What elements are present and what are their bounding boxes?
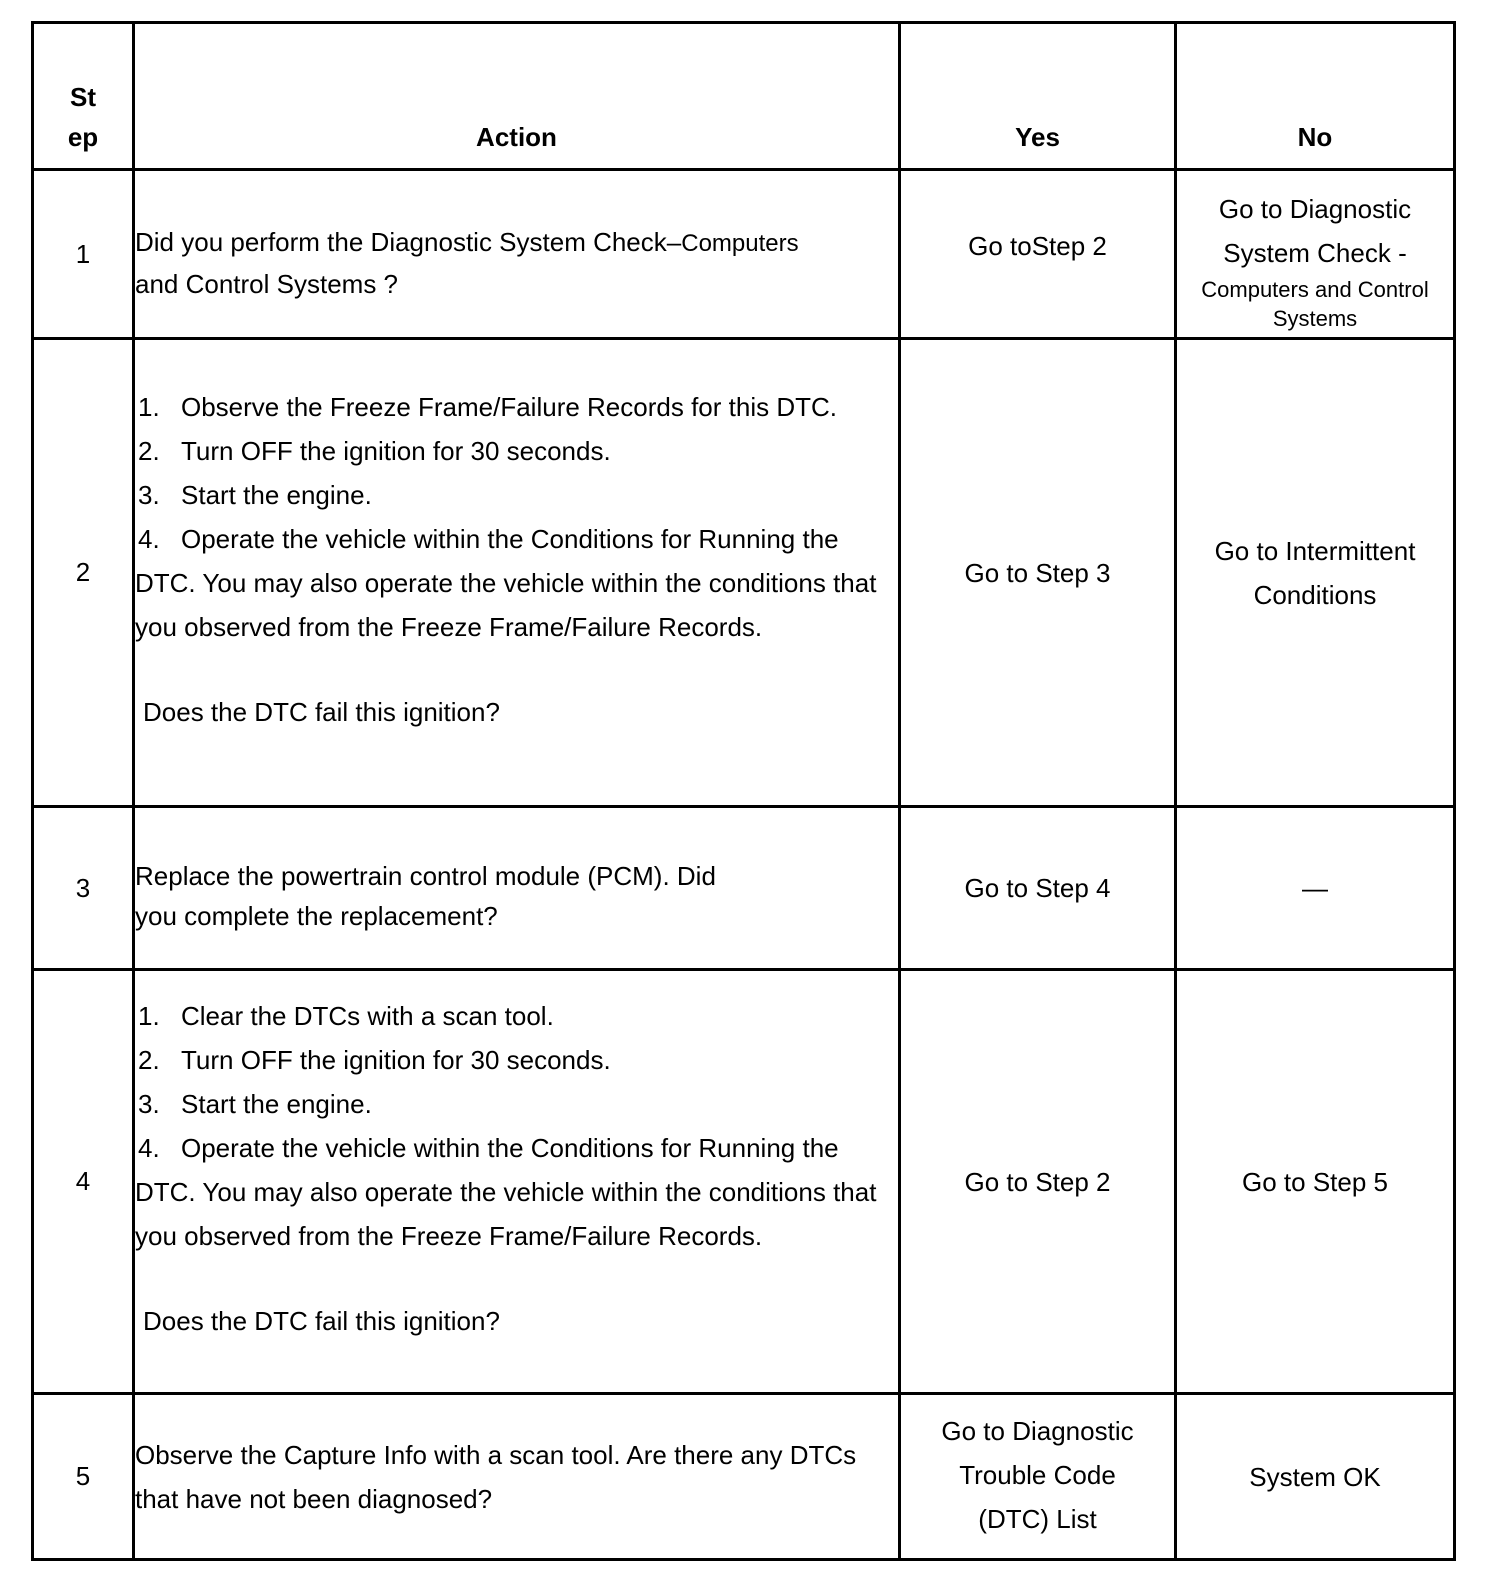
action-cell (134, 170, 900, 339)
action-text: Replace the powertrain control module (PCM). Did you complete the replacement? (135, 861, 716, 931)
step-number: 1 (33, 170, 134, 339)
action-list-item: 1. Observe the Freeze Frame/Failure Records for this DTC. (138, 392, 837, 422)
action-list-item: 3. Start the engine. (138, 480, 372, 510)
no-header-label: No (1297, 121, 1333, 152)
no-link[interactable]: Go to Intermittent Conditions (1214, 535, 1416, 610)
yes-link[interactable]: Go to Step 2 (964, 1166, 1111, 1197)
action-cell (134, 807, 900, 970)
no-link-line2: System Check - (1223, 238, 1407, 268)
action-text: Observe the Capture Info with a scan tool. Are there any DTCs that have not been diagnosed? (135, 1439, 857, 1514)
table-row (33, 807, 1455, 970)
action-list-item: 2. Turn OFF the ignition for 30 seconds. (138, 436, 611, 466)
table-row (33, 339, 1455, 807)
table-header-row (33, 23, 1455, 170)
no-cell (1176, 1394, 1455, 1560)
action-list-item: 3. Start the engine. (138, 1089, 372, 1119)
diagnostic-table-container (31, 21, 1453, 1561)
table-row (33, 970, 1455, 1394)
no-cell (1176, 970, 1455, 1394)
yes-cell (900, 339, 1176, 807)
no-cell (1176, 339, 1455, 807)
step-header-label: St ep (67, 81, 99, 152)
action-list-item: 1. Clear the DTCs with a scan tool. (138, 1001, 554, 1031)
yes-link[interactable]: Go to Step 4 (964, 873, 1111, 903)
step-number: 3 (33, 807, 134, 970)
step-number: 4 (33, 970, 134, 1394)
action-cell (134, 1394, 900, 1560)
action-list-item: 2. Turn OFF the ignition for 30 seconds. (138, 1045, 611, 1075)
action-list-item: 4. Operate the vehicle within the Conditions for Running the DTC. You may also operate the vehicle within the conditions that you observed from the Freeze Frame/Failure Records. (135, 524, 877, 642)
yes-cell (900, 807, 1176, 970)
table-row (33, 170, 1455, 339)
action-column-header (134, 23, 900, 170)
action-question: Does the DTC fail this ignition? (143, 1306, 500, 1336)
action-text-small: Computers (681, 230, 799, 257)
yes-cell (900, 1394, 1176, 1560)
step-column-header (33, 23, 134, 170)
no-link[interactable]: Go to Step 5 (1242, 1166, 1388, 1197)
step-number: 2 (33, 339, 134, 807)
yes-cell (900, 170, 1176, 339)
action-question: Does the DTC fail this ignition? (143, 697, 500, 727)
yes-cell (900, 970, 1176, 1394)
action-header-label: Action (476, 121, 557, 152)
no-link-small: Computers and Control Systems (1201, 277, 1429, 331)
no-cell (1176, 170, 1455, 339)
yes-header-label: Yes (1015, 121, 1060, 152)
action-list-item: 4. Operate the vehicle within the Conditions for Running the DTC. You may also operate the vehicle within the conditions that you observed from the Freeze Frame/Failure Records. (135, 1133, 877, 1251)
yes-column-header (900, 23, 1176, 170)
no-result: System OK (1249, 1461, 1381, 1492)
yes-link[interactable]: Go to Diagnostic Trouble Code (DTC) List (941, 1416, 1134, 1534)
action-cell (134, 339, 900, 807)
no-cell (1176, 807, 1455, 970)
no-link[interactable] (1187, 187, 1443, 333)
action-text: Did you perform the Diagnostic System Check– (135, 227, 682, 257)
action-text-continued: and Control Systems ? (135, 269, 399, 299)
diagnostic-table (31, 21, 1456, 1561)
step-number: 5 (33, 1394, 134, 1560)
no-link-line1: Go to Diagnostic (1218, 194, 1412, 224)
no-column-header (1176, 23, 1455, 170)
yes-link[interactable]: Go to Step 3 (964, 557, 1111, 588)
table-row (33, 1394, 1455, 1560)
no-dash: — (1302, 873, 1328, 903)
yes-link[interactable]: Go toStep 2 (968, 231, 1107, 261)
action-cell (134, 970, 900, 1394)
